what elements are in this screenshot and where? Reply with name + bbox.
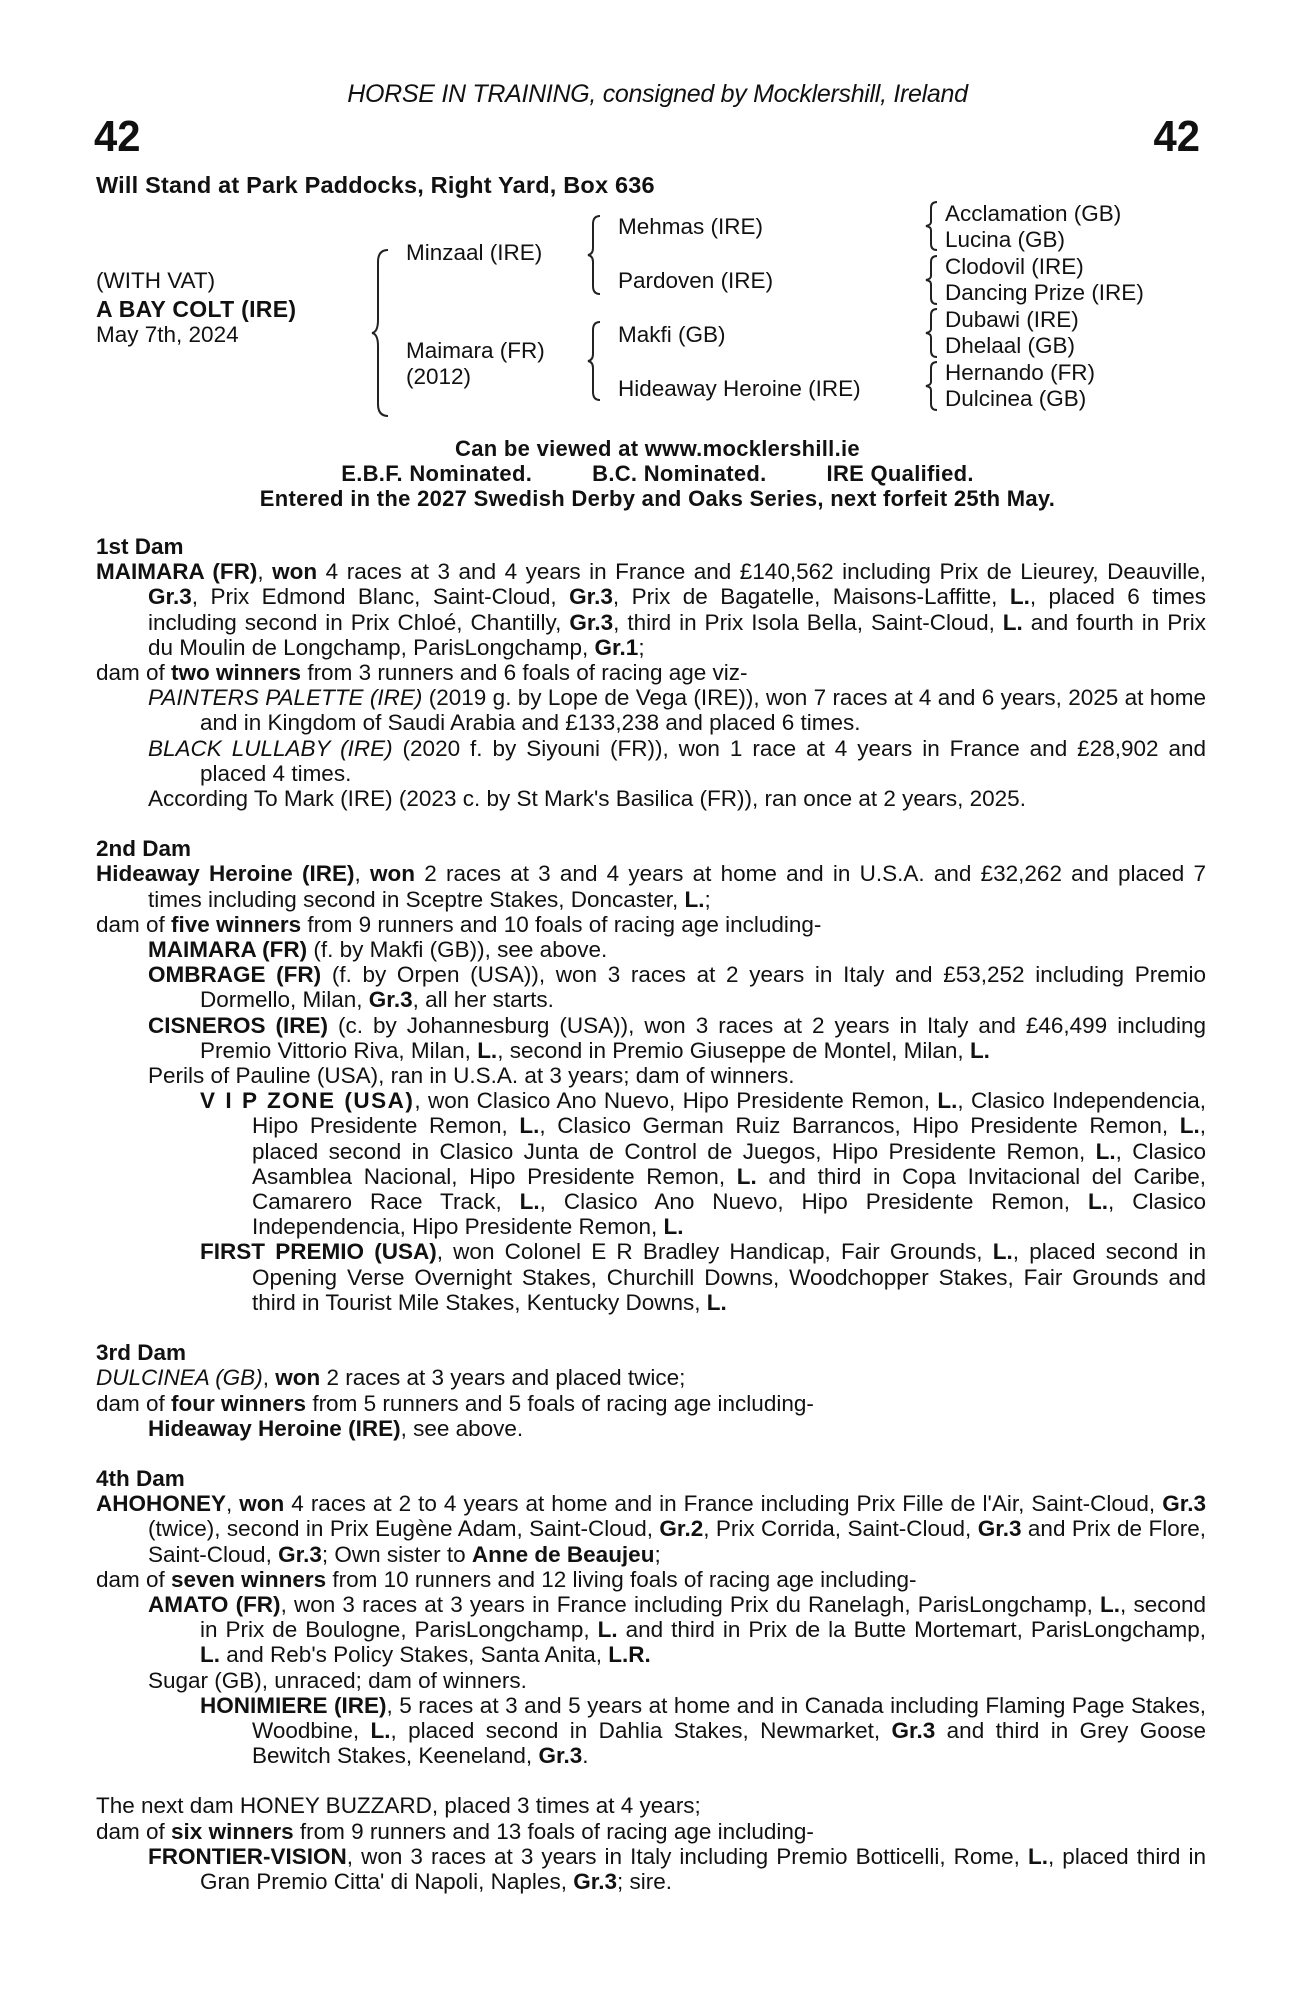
listed-label: L. (736, 1163, 757, 1189)
g3-ancestor: Hernando (FR) (945, 360, 1096, 385)
catalogue-body (96, 534, 1206, 1894)
second-dam-heading: 2nd Dam (96, 836, 192, 862)
g3-ancestor: Lucina (GB) (945, 227, 1066, 252)
pedigree-brace-dam (586, 320, 604, 402)
pedigree-brace-g3-1 (924, 200, 940, 252)
listed-label: L. (1095, 1138, 1116, 1164)
progeny-text: (c. by Johannesburg (USA)), won 3 races at 2 years in Italy and £46,499 including Premio Vittorio Riva, Milan, (200, 1012, 1207, 1063)
listed-label: L. (1002, 609, 1023, 635)
listed-label: L. (992, 1239, 1013, 1265)
listed-label: L. (1009, 584, 1030, 610)
record-text: from 3 runners and 6 foals of racing age viz- (301, 660, 748, 686)
record-text: ; (654, 1541, 661, 1567)
pedigree-brace-sire (586, 214, 604, 296)
progeny-name: FRONTIER-VISION (148, 1843, 347, 1869)
listed-label: L. (1179, 1113, 1200, 1139)
grade-label: Gr.1 (594, 634, 639, 660)
progeny-text: . (582, 1743, 589, 1769)
record-text: , third in Prix Isola Bella, Saint-Cloud, (613, 609, 1003, 635)
progeny-text: , placed second in Opening Verse Overnight Stakes, Churchill Downs, Woodchopper Stakes, Fair Grounds and third in Tourist Mile Stakes, Kentucky Downs, (252, 1239, 1207, 1315)
progeny-text: , placed second in Dahlia Stakes, Newmarket, (390, 1717, 892, 1743)
listed-label: L. (1100, 1591, 1121, 1617)
won-label: won (275, 1365, 321, 1391)
record-text: dam of (96, 1566, 172, 1592)
progeny-text: According To Mark (IRE) (2023 c. by St Mark's Basilica (FR)), ran once at 2 years, 2025. (148, 786, 1026, 812)
won-label: won (239, 1491, 285, 1517)
grand-progeny-entry (200, 1088, 1206, 1239)
record-text: , Prix Corrida, Saint-Cloud, (703, 1516, 978, 1542)
g3-ancestor: Clodovil (IRE) (945, 254, 1084, 279)
grade-label: Gr.3 (569, 609, 614, 635)
grand-progeny-entry (200, 1239, 1206, 1315)
g3-ancestor: Dubawi (IRE) (945, 307, 1079, 332)
catalogue-header: HORSE IN TRAINING, consigned by Mocklershill, Ireland (347, 80, 968, 108)
record-text: ; (704, 886, 711, 912)
sire-sire-name: Mehmas (IRE) (618, 214, 764, 239)
progeny-name: V I P ZONE (USA) (200, 1088, 415, 1114)
progeny-entry (148, 786, 1206, 811)
grand-progeny-entry (200, 1693, 1206, 1769)
record-text: dam of (96, 1818, 172, 1844)
progeny-name: BLACK LULLABY (IRE) (148, 735, 393, 761)
progeny-name: AMATO (FR) (148, 1591, 281, 1617)
progeny-text: , Clasico German Ruiz Barrancos, Hipo Presidente Remon, (539, 1113, 1180, 1139)
ire-qualified: IRE Qualified. (826, 461, 974, 486)
grade-label: Gr.3 (538, 1743, 583, 1769)
listed-label: L. (1028, 1843, 1048, 1869)
progeny-entry (148, 736, 1206, 786)
record-text: ; Own sister to (321, 1541, 472, 1567)
progeny-text: (2020 f. by Siyouni (FR)), won 1 race at 4 years in France and £28,902 and placed 4 times. (200, 735, 1206, 786)
progeny-entry (148, 937, 1206, 962)
dam-dam-name: Hideaway Heroine (IRE) (618, 376, 861, 401)
listed-label: L. (706, 1289, 727, 1315)
g3-ancestor: Dulcinea (GB) (945, 386, 1087, 411)
progeny-text: (f. by Orpen (USA)), won 3 races at 2 years in Italy and £53,252 including Premio Dormello, Milan, (200, 962, 1206, 1013)
fourth-dam-heading: 4th Dam (96, 1465, 185, 1491)
progeny-text: , Clasico Ano Nuevo, Hipo Presidente Remon, (539, 1189, 1089, 1215)
progeny-text: , Clasico Asamblea Nacional, Hipo Presidente Remon, (252, 1138, 1207, 1189)
grade-label: Gr.3 (368, 987, 413, 1013)
record-text: from 9 runners and 13 foals of racing age including- (293, 1818, 814, 1844)
progeny-entry (148, 1063, 1206, 1088)
lot-number-left: 42 (94, 112, 141, 161)
listed-label: L. (937, 1088, 958, 1114)
progeny-text: , Clasico Independencia, Hipo Presidente Remon, (252, 1189, 1206, 1240)
first-dam-heading: 1st Dam (96, 534, 184, 559)
progeny-text: (2019 g. by Lope de Vega (IRE)), won 7 races at 4 and 6 years, 2025 at home and in Kingdom of Saudi Arabia and £133,238 and placed 6 times. (200, 685, 1206, 736)
progeny-entry (148, 1416, 1206, 1441)
fourth-dam-produce-summary (96, 1567, 1206, 1592)
progeny-text: , second in Prix de Boulogne, ParisLongchamp, (200, 1591, 1207, 1643)
third-dam-heading: 3rd Dam (96, 1340, 187, 1366)
winners-count: two winners (171, 660, 302, 686)
record-text: 4 races at 2 to 4 years at home and in France including Prix Fille de l'Air, Saint-Cloud, (284, 1491, 1163, 1517)
dam-name: Maimara (FR) (406, 338, 545, 363)
listed-label: L. (1088, 1189, 1109, 1215)
progeny-entry (148, 685, 1206, 735)
record-text: dam of (96, 660, 172, 686)
next-dam-record: The next dam HONEY BUZZARD, placed 3 times at 4 years; (96, 1793, 701, 1819)
progeny-text: , won 3 races at 3 years in Italy including Premio Botticelli, Rome, (346, 1843, 1028, 1869)
progeny-name: HONIMIERE (IRE) (200, 1692, 387, 1718)
g3-ancestor: Acclamation (GB) (945, 201, 1122, 226)
sire-name: Minzaal (IRE) (406, 240, 543, 265)
progeny-entry (148, 1013, 1206, 1063)
record-text: 2 races at 3 years and placed twice; (320, 1365, 686, 1391)
record-text: (twice), second in Prix Eugène Adam, Saint-Cloud, (148, 1516, 660, 1542)
grade-label: Gr.2 (659, 1516, 704, 1542)
winners-count: five winners (171, 911, 302, 937)
record-text: from 5 runners and 5 foals of racing age including- (306, 1390, 814, 1416)
progeny-name: CISNEROS (IRE) (148, 1012, 329, 1038)
record-text: from 10 runners and 12 living foals of racing age including- (326, 1566, 917, 1592)
sire-dam-name: Pardoven (IRE) (618, 268, 774, 293)
winners-count: four winners (171, 1390, 307, 1416)
listed-restricted-label: L.R. (608, 1642, 651, 1668)
second-dam-record: Hideaway Heroine (IRE), won 2 races at 3 and 4 years at home and in U.S.A. and £32,262 and placed 7 times including second in Sceptre Stakes, Doncaster, L.; (96, 861, 1206, 912)
third-dam-produce-summary (96, 1391, 1206, 1416)
progeny-text: Perils of Pauline (USA), ran in U.S.A. at 3 years; dam of winners. (148, 1063, 795, 1089)
nominations-line (0, 461, 1315, 486)
progeny-name: MAIMARA (FR) (148, 937, 308, 963)
bc-nominated: B.C. Nominated. (592, 461, 767, 486)
pedigree-brace-g3-3 (924, 307, 940, 359)
horse-name: A BAY COLT (IRE) (96, 296, 297, 322)
progeny-text: , placed third in Gran Premio Citta' di Napoli, Naples, (200, 1843, 1206, 1894)
listed-label: L. (370, 1717, 391, 1743)
record-text: and Prix de Flore, Saint-Cloud, (148, 1516, 1206, 1567)
listed-label: L. (519, 1113, 540, 1139)
g3-ancestor: Dhelaal (GB) (945, 333, 1076, 358)
progeny-text: , won Clasico Ano Nuevo, Hipo Presidente Remon, (414, 1088, 938, 1114)
winners-count: six winners (171, 1818, 294, 1844)
first-dam-record: MAIMARA (FR), won 4 races at 3 and 4 years in France and £140,562 including Prix de Lieurey, Deauville, Gr.3, Prix Edmond Blanc, Saint-Cloud, Gr.3, Prix de Bagatelle, Maisons-Laffitte, L., placed 6 times including second in Prix Chloé, Chantilly, Gr.3, third in Prix Isola Bella, Saint-Cloud, L. and fourth in Prix du Moulin de Longchamp, ParisLongchamp, Gr.1; (96, 559, 1206, 660)
progeny-text: , won Colonel E R Bradley Handicap, Fair Grounds, (436, 1239, 993, 1265)
progeny-text: , all her starts. (412, 987, 554, 1013)
won-label: won (272, 559, 318, 585)
progeny-text: Sugar (GB), unraced; dam of winners. (148, 1667, 527, 1693)
grade-label: Gr.3 (573, 1868, 617, 1894)
record-text: , placed 6 times including second in Prix Chloé, Chantilly, (148, 584, 1206, 635)
record-text: from 9 runners and 10 foals of racing age including- (301, 911, 822, 937)
listed-label: L. (597, 1617, 618, 1643)
ebf-nominated: E.B.F. Nominated. (341, 461, 533, 486)
grade-label: Gr.3 (1162, 1491, 1206, 1517)
progeny-text: and third in Grey Goose Bewitch Stakes, Keeneland, (252, 1717, 1206, 1769)
pedigree-brace-g3-2 (924, 254, 940, 306)
grade-label: Gr.3 (569, 584, 613, 610)
entry-note: Entered in the 2027 Swedish Derby and Oaks Series, next forfeit 25th May. (259, 486, 1056, 511)
progeny-name: OMBRAGE (FR) (148, 962, 322, 988)
progeny-entry (148, 962, 1206, 1012)
progeny-name: FIRST PREMIO (USA) (200, 1239, 437, 1265)
listed-label: L. (663, 1214, 684, 1240)
listed-label: L. (519, 1189, 540, 1215)
progeny-text: , placed second in Clasico Junta de Control de Juegos, Hipo Presidente Remon, (252, 1113, 1206, 1164)
grade-label: Gr.3 (977, 1516, 1022, 1542)
website-note: Can be viewed at www.mocklershill.ie (455, 436, 860, 461)
won-label: won (370, 861, 415, 887)
grade-label: Gr.3 (891, 1717, 936, 1743)
record-text: and fourth in Prix du Moulin de Longchamp, ParisLongchamp, (148, 609, 1206, 660)
record-text: , Prix Edmond Blanc, Saint-Cloud, (191, 584, 570, 610)
pedigree-brace-g3-4 (924, 360, 940, 412)
record-text: 2 races at 3 and 4 years at home and in U.S.A. and £32,262 and placed 7 times including second in Sceptre Stakes, Doncaster, (148, 861, 1206, 912)
record-text: dam of (96, 1390, 172, 1416)
progeny-name: PAINTERS PALETTE (IRE) (148, 685, 423, 711)
dam-year: (2012) (406, 364, 472, 389)
progeny-text: , see above. (400, 1415, 524, 1441)
progeny-text: , second in Premio Giuseppe de Montel, Milan, (497, 1037, 970, 1063)
stand-location: Will Stand at Park Paddocks, Right Yard, Box 636 (96, 172, 655, 198)
listed-label: L. (969, 1037, 990, 1063)
winners-count: seven winners (171, 1566, 327, 1592)
progeny-text: , won 3 races at 3 years in France including Prix du Ranelagh, ParisLongchamp, (280, 1591, 1101, 1617)
progeny-text: ; sire. (616, 1868, 672, 1894)
next-dam-produce-summary (96, 1819, 1206, 1844)
third-dam-record: DULCINEA (GB), won 2 races at 3 years and placed twice; (96, 1365, 686, 1391)
listed-label: L. (684, 886, 705, 912)
sister-name: Anne de Beaujeu (471, 1541, 655, 1567)
dam-sire-name: Makfi (GB) (618, 322, 726, 347)
vat-label: (WITH VAT) (96, 268, 216, 293)
listed-label: L. (200, 1642, 220, 1668)
progeny-text: and third in Copa Invitacional del Caribe, Camarero Race Track, (252, 1163, 1207, 1215)
fourth-dam-name: AHOHONEY (96, 1491, 227, 1517)
progeny-text: , Clasico Independencia, Hipo Presidente Remon, (252, 1088, 1206, 1139)
record-text: ; (638, 634, 645, 660)
grade-label: Gr.3 (148, 584, 192, 610)
progeny-name: Hideaway Heroine (IRE) (148, 1415, 401, 1441)
progeny-text: , 5 races at 3 and 5 years at home and in Canada including Flaming Page Stakes, Woodbine, (252, 1692, 1206, 1743)
record-text: dam of (96, 911, 172, 937)
first-dam-name: MAIMARA (FR) (96, 559, 258, 585)
progeny-text: and third in Prix de la Butte Mortemart, ParisLongchamp, (617, 1617, 1206, 1643)
record-text: 4 races at 3 and 4 years in France and £140,562 including Prix de Lieurey, Deauville, (317, 559, 1206, 585)
record-text: , Prix de Bagatelle, Maisons-Laffitte, (612, 584, 1010, 610)
first-dam-produce-summary (96, 660, 1206, 685)
progeny-text: and Reb's Policy Stakes, Santa Anita, (220, 1642, 609, 1668)
g3-ancestor: Dancing Prize (IRE) (945, 280, 1144, 305)
foaling-date: May 7th, 2024 (96, 322, 239, 347)
fourth-dam-record: AHOHONEY, won 4 races at 2 to 4 years at home and in France including Prix Fille de l'Air, Saint-Cloud, Gr.3 (twice), second in Prix Eugène Adam, Saint-Cloud, Gr.2, Prix Corrida, Saint-Cloud, Gr.3 and Prix de Flore, Saint-Cloud, Gr.3; Own sister to Anne de Beaujeu; (96, 1491, 1206, 1567)
progeny-entry (148, 1592, 1206, 1668)
listed-label: L. (477, 1037, 498, 1063)
grade-label: Gr.3 (278, 1541, 322, 1567)
lot-number-right: 42 (1153, 112, 1200, 161)
third-dam-name: DULCINEA (GB) (96, 1365, 263, 1391)
second-dam-produce-summary (96, 912, 1206, 937)
second-dam-name: Hideaway Heroine (IRE) (96, 861, 355, 887)
pedigree-brace-main (370, 248, 392, 418)
progeny-text: (f. by Makfi (GB)), see above. (307, 937, 608, 963)
progeny-entry (148, 1844, 1206, 1894)
progeny-entry (148, 1668, 1206, 1693)
